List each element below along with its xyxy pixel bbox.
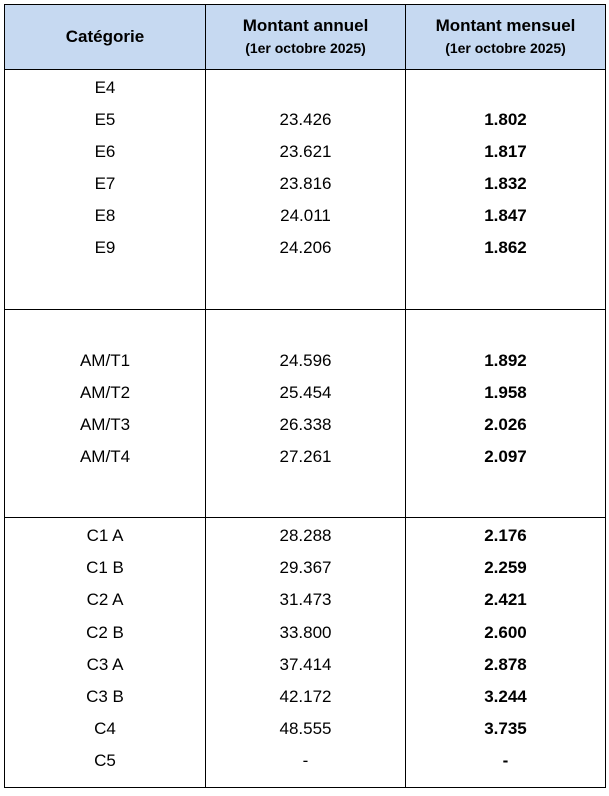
- header-annual: [206, 5, 406, 70]
- table-group-row: [5, 518, 606, 788]
- annual-cell-group: [206, 518, 406, 788]
- header-monthly-subtitle: (1er octobre 2025): [445, 40, 566, 56]
- category-cell: C2 A: [86, 590, 124, 610]
- annual-cell-group: [206, 310, 406, 518]
- annual-cell: 27.261: [279, 447, 332, 466]
- monthly-cell: 2.421: [484, 590, 527, 610]
- annual-cell: 42.172: [279, 686, 332, 706]
- annual-cell: [206, 72, 405, 104]
- header-annual-title: Montant annuel: [242, 16, 369, 35]
- category-cell: AM/T1: [79, 351, 131, 370]
- header-annual-subtitle: (1er octobre 2025): [245, 40, 366, 56]
- annual-cell: -: [302, 751, 309, 771]
- header-monthly: [406, 5, 606, 70]
- monthly-cell-group: [406, 518, 606, 788]
- monthly-cell: 2.259: [484, 558, 527, 578]
- annual-cell: 24.206: [279, 238, 332, 257]
- table-header: [5, 5, 606, 70]
- monthly-cell: -: [502, 751, 509, 771]
- category-cell: E9: [94, 238, 116, 257]
- monthly-cell: 2.097: [484, 447, 527, 466]
- salary-table: [4, 4, 606, 788]
- annual-cell: 33.800: [279, 622, 332, 642]
- monthly-cell: [406, 72, 605, 104]
- header-monthly-title: Montant mensuel: [435, 16, 576, 35]
- monthly-cell: 2.600: [484, 622, 527, 642]
- category-cell: E7: [94, 174, 116, 193]
- category-cell-group: [5, 310, 206, 518]
- monthly-cell-group: [406, 70, 606, 310]
- annual-cell: 23.426: [279, 110, 332, 129]
- table-group-row: [5, 70, 606, 310]
- monthly-cell: 1.862: [484, 238, 527, 257]
- category-cell: C5: [94, 751, 116, 771]
- annual-cell: 37.414: [279, 654, 332, 674]
- category-cell: C1 B: [86, 558, 124, 578]
- monthly-cell: 2.026: [484, 415, 527, 434]
- annual-cell-group: [206, 70, 406, 310]
- monthly-cell: 1.802: [484, 110, 527, 129]
- annual-cell: 29.367: [279, 558, 332, 578]
- table-body: [5, 70, 606, 788]
- category-cell: C4: [94, 719, 116, 739]
- category-cell: E4: [94, 78, 116, 97]
- category-cell: E5: [94, 110, 116, 129]
- monthly-cell: 1.832: [484, 174, 527, 193]
- header-row: [5, 5, 606, 70]
- annual-cell: 28.288: [279, 526, 332, 545]
- monthly-cell-group: [406, 310, 606, 518]
- annual-cell: 23.816: [279, 174, 332, 193]
- annual-cell: 24.596: [279, 351, 332, 370]
- category-cell: C3 A: [86, 654, 124, 674]
- category-cell-group: [5, 518, 206, 788]
- monthly-cell: 1.847: [484, 206, 527, 225]
- monthly-cell: 1.892: [484, 351, 527, 370]
- category-cell: AM/T3: [79, 415, 131, 434]
- monthly-cell: 2.878: [484, 654, 527, 674]
- category-cell-group: [5, 70, 206, 310]
- monthly-cell: 1.817: [484, 142, 527, 161]
- monthly-cell: 3.244: [484, 686, 527, 706]
- monthly-cell: 1.958: [484, 383, 527, 402]
- header-category: [5, 5, 206, 70]
- category-cell: C3 B: [86, 686, 124, 706]
- annual-cell: 25.454: [279, 383, 332, 402]
- header-category-label: Catégorie: [65, 27, 145, 46]
- table-group-row: [5, 310, 606, 518]
- category-cell: E8: [94, 206, 116, 225]
- annual-cell: 48.555: [279, 719, 332, 739]
- category-cell: AM/T2: [79, 383, 131, 402]
- annual-cell: 31.473: [279, 590, 332, 610]
- category-cell: C1 A: [86, 526, 124, 545]
- annual-cell: 26.338: [279, 415, 332, 434]
- category-cell: AM/T4: [79, 447, 131, 466]
- category-cell: C2 B: [86, 622, 124, 642]
- category-cell: E6: [94, 142, 116, 161]
- monthly-cell: 2.176: [484, 526, 527, 545]
- annual-cell: 23.621: [279, 142, 332, 161]
- annual-cell: 24.011: [280, 206, 331, 225]
- monthly-cell: 3.735: [484, 719, 527, 739]
